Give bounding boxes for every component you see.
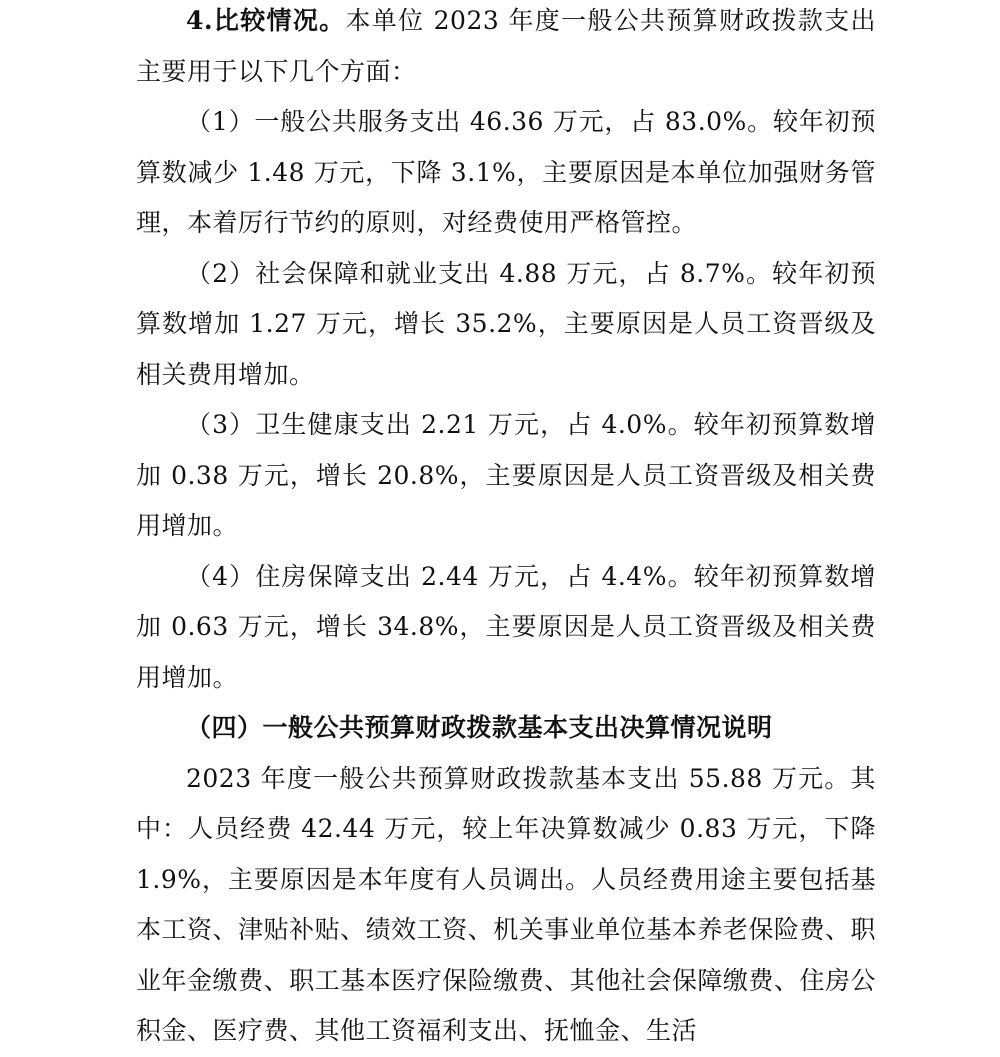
basic-expenditure-paragraph: 2023 年度一般公共预算财政拨款基本支出 55.88 万元。其中：人员经费 42.44 万元，较上年决算数减少 0.83 万元，下降 1.9%，主要原因是本年度有人员调出。人员经费用途主要包括基本工资、津贴补贴、绩效工资、机关事业单位基本养老保险费、职业年金缴费、职工基本医疗保险缴费、其他社会保障缴费、住房公积金、医疗费、其他工资福利支出、抚恤金、生活 xyxy=(136,763,876,1045)
section-4-paragraph xyxy=(136,0,876,97)
document-page xyxy=(136,0,876,1057)
item-4-paragraph: （4）住房保障支出 2.44 万元，占 4.4%。较年初预算数增加 0.63 万元，增长 34.8%，主要原因是人员工资晋级及相关费用增加。 xyxy=(136,561,876,692)
section-heading-4: （四）一般公共预算财政拨款基本支出决算情况说明 xyxy=(186,713,773,742)
section-4-text: 本单位 2023 年度一般公共预算财政拨款支出主要用于以下几个方面： xyxy=(136,6,876,86)
item-3-paragraph: （3）卫生健康支出 2.21 万元，占 4.0%。较年初预算数增加 0.38 万元，增长 20.8%，主要原因是人员工资晋级及相关费用增加。 xyxy=(136,410,876,540)
item-1-paragraph: （1）一般公共服务支出 46.36 万元，占 83.0%。较年初预算数减少 1.48 万元，下降 3.1%，主要原因是本单位加强财务管理，本着厉行节约的原则，对经费使用严格管控。 xyxy=(136,107,876,237)
section-4-label: 4.比较情况。 xyxy=(186,6,346,35)
item-2-paragraph: （2）社会保障和就业支出 4.88 万元，占 8.7%。较年初预算数增加 1.27 万元，增长 35.2%，主要原因是人员工资晋级及相关费用增加。 xyxy=(136,258,876,389)
